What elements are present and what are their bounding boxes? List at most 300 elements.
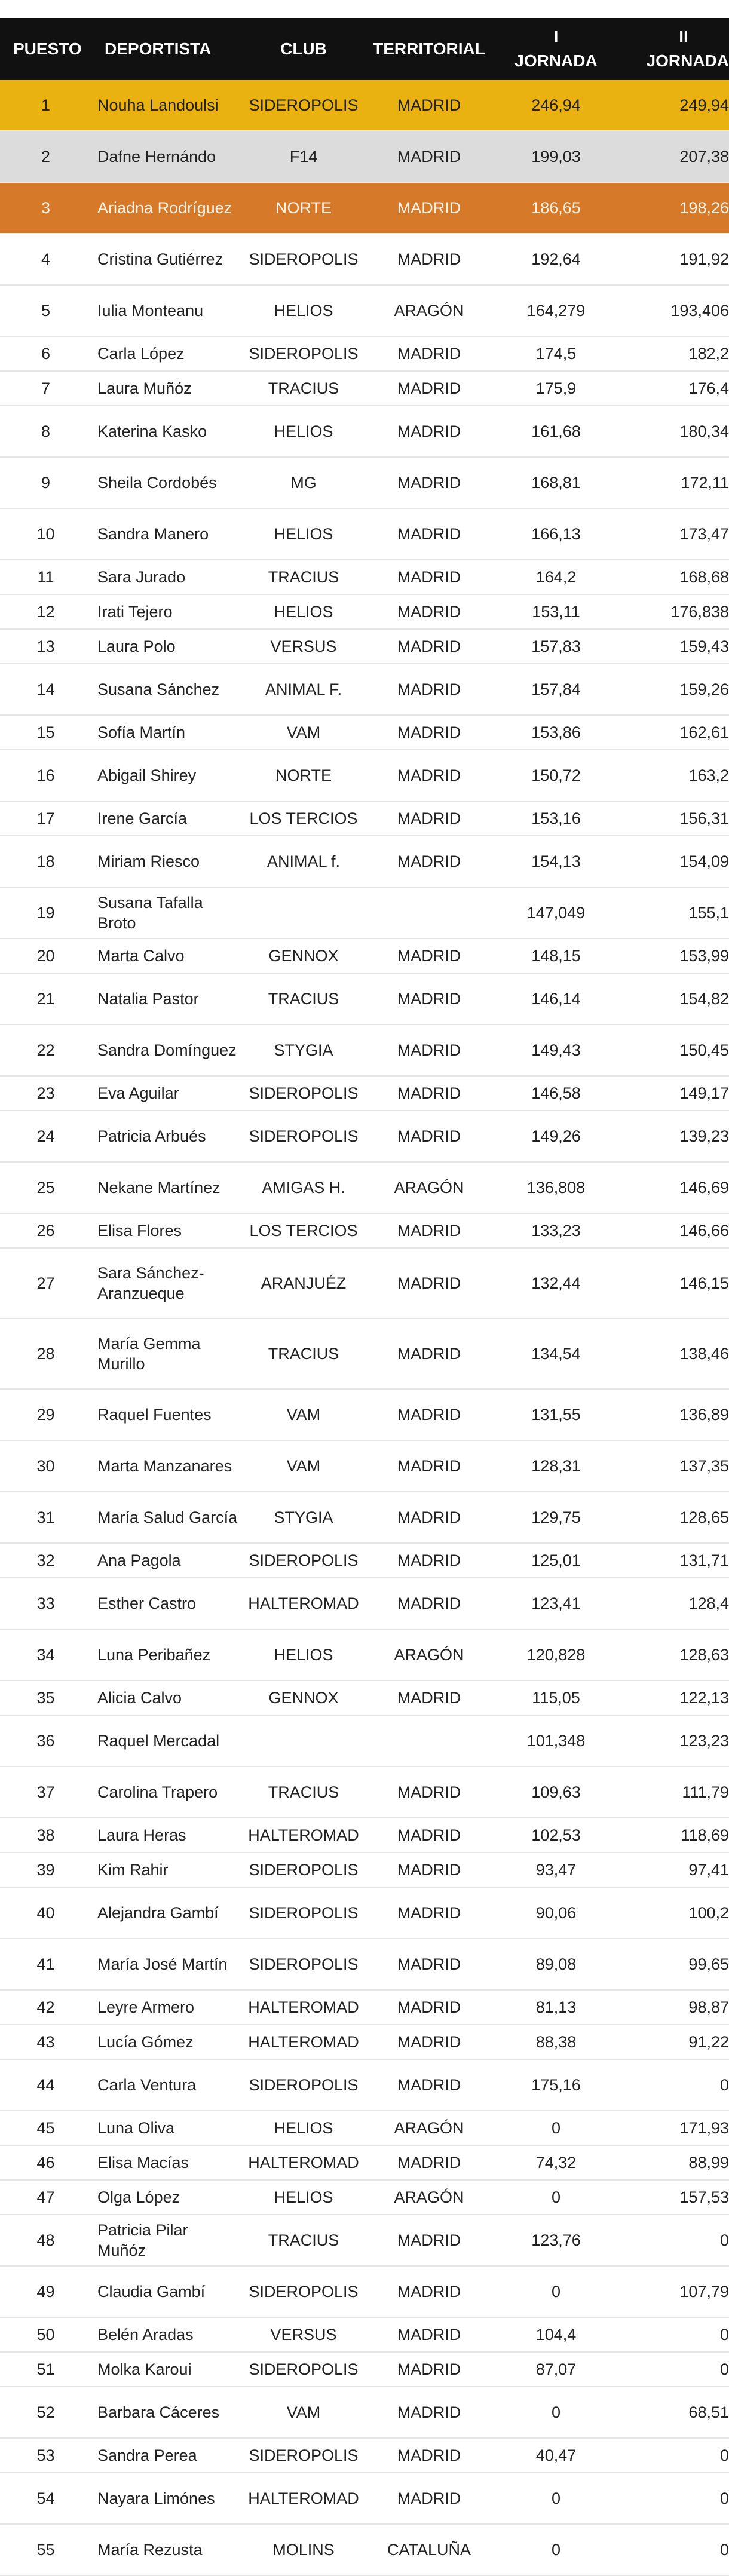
puesto-cell: 7	[0, 371, 91, 406]
table-row	[0, 2524, 729, 2575]
table-row	[0, 1715, 729, 1767]
territorial-cell: MADRID	[366, 2266, 492, 2317]
deportista-cell: María José Martín	[91, 1939, 241, 1990]
puesto-cell: 14	[0, 664, 91, 715]
jornada-1-cell: 133,23	[492, 1213, 620, 1248]
jornada-1-cell: 147,049	[492, 887, 620, 939]
jornada-1-cell: 129,75	[492, 1492, 620, 1543]
puesto-cell: 55	[0, 2524, 91, 2575]
jornada-2-cell: 193,406	[620, 285, 729, 336]
jornada-2-cell: 173,47	[620, 508, 729, 560]
puesto-cell: 37	[0, 1767, 91, 1818]
jornada-2-cell: 98,87	[620, 1990, 729, 2025]
table-row	[0, 1389, 729, 1440]
jornada-2-cell: 118,69	[620, 1818, 729, 1853]
puesto-cell: 2	[0, 131, 91, 182]
jornada-1-cell: 175,9	[492, 371, 620, 406]
club-cell: SIDEROPOLIS	[241, 2352, 366, 2387]
club-cell: HELIOS	[241, 406, 366, 457]
club-cell: SIDEROPOLIS	[241, 1076, 366, 1111]
deportista-cell: Luna Oliva	[91, 2111, 241, 2145]
club-cell: TRACIUS	[241, 1318, 366, 1389]
jornada-1-cell: 0	[492, 2111, 620, 2145]
table-row	[0, 131, 729, 182]
territorial-cell: MADRID	[366, 182, 492, 234]
jornada-1-cell: 125,01	[492, 1543, 620, 1578]
deportista-cell: Marta Calvo	[91, 939, 241, 973]
jornada-1-cell: 146,58	[492, 1076, 620, 1111]
jornada-2-cell: 159,43	[620, 629, 729, 664]
deportista-cell: Sandra Domínguez	[91, 1025, 241, 1076]
puesto-cell: 54	[0, 2473, 91, 2524]
puesto-cell: 49	[0, 2266, 91, 2317]
deportista-cell: Susana Sánchez	[91, 664, 241, 715]
deportista-cell: Barbara Cáceres	[91, 2387, 241, 2438]
territorial-cell: MADRID	[366, 2059, 492, 2111]
deportista-cell: Alicia Calvo	[91, 1680, 241, 1715]
puesto-cell: 38	[0, 1818, 91, 1853]
puesto-cell: 23	[0, 1076, 91, 1111]
club-cell: NORTE	[241, 182, 366, 234]
header-territorial: TERRITORIAL	[366, 18, 492, 80]
table-row	[0, 801, 729, 836]
puesto-cell: 21	[0, 973, 91, 1025]
table-row	[0, 1440, 729, 1492]
jornada-1-cell: 123,76	[492, 2215, 620, 2266]
jornada-2-cell: 97,41	[620, 1853, 729, 1887]
jornada-1-cell: 93,47	[492, 1853, 620, 1887]
jornada-2-cell: 153,99	[620, 939, 729, 973]
deportista-cell: Susana Tafalla Broto	[91, 887, 241, 939]
table-row	[0, 2215, 729, 2266]
territorial-cell: MADRID	[366, 2352, 492, 2387]
jornada-1-cell: 166,13	[492, 508, 620, 560]
jornada-2-cell: 0	[620, 2317, 729, 2352]
header-jornada-2-label: JORNADA	[646, 51, 729, 70]
jornada-1-cell: 148,15	[492, 939, 620, 973]
jornada-2-cell: 162,61	[620, 715, 729, 750]
table-row	[0, 594, 729, 629]
territorial-cell: MADRID	[366, 2145, 492, 2180]
jornada-2-cell: 68,51	[620, 2387, 729, 2438]
territorial-cell: MADRID	[366, 939, 492, 973]
jornada-2-cell: 149,17	[620, 1076, 729, 1111]
jornada-1-cell: 161,68	[492, 406, 620, 457]
jornada-2-cell: 154,82	[620, 973, 729, 1025]
table-row	[0, 1680, 729, 1715]
jornada-2-cell: 171,93	[620, 2111, 729, 2145]
club-cell: GENNOX	[241, 939, 366, 973]
jornada-1-cell: 109,63	[492, 1767, 620, 1818]
club-cell: VERSUS	[241, 629, 366, 664]
puesto-cell: 1	[0, 80, 91, 131]
puesto-cell: 25	[0, 1162, 91, 1213]
jornada-1-cell: 115,05	[492, 1680, 620, 1715]
table-row	[0, 1076, 729, 1111]
club-cell: F14	[241, 131, 366, 182]
territorial-cell: MADRID	[366, 406, 492, 457]
territorial-cell: MADRID	[366, 715, 492, 750]
deportista-cell: Elisa Flores	[91, 1213, 241, 1248]
territorial-cell: MADRID	[366, 2438, 492, 2473]
puesto-cell: 33	[0, 1578, 91, 1629]
header-jornada-2	[620, 18, 729, 80]
jornada-1-cell: 157,84	[492, 664, 620, 715]
puesto-cell: 47	[0, 2180, 91, 2215]
club-cell: HELIOS	[241, 285, 366, 336]
jornada-1-cell: 0	[492, 2266, 620, 2317]
club-cell: STYGIA	[241, 1492, 366, 1543]
territorial-cell: MADRID	[366, 2387, 492, 2438]
table-row	[0, 406, 729, 457]
puesto-cell: 45	[0, 2111, 91, 2145]
jornada-2-cell: 111,79	[620, 1767, 729, 1818]
jornada-2-cell: 163,2	[620, 750, 729, 801]
territorial-cell: MADRID	[366, 508, 492, 560]
deportista-cell: María Rezusta	[91, 2524, 241, 2575]
club-cell: SIDEROPOLIS	[241, 1853, 366, 1887]
jornada-2-cell: 168,68	[620, 560, 729, 594]
deportista-cell: Irati Tejero	[91, 594, 241, 629]
jornada-2-cell: 182,2	[620, 336, 729, 371]
header-club: CLUB	[241, 18, 366, 80]
territorial-cell: MADRID	[366, 560, 492, 594]
deportista-cell: Lucía Gómez	[91, 2025, 241, 2059]
header-jornada-1	[492, 18, 620, 80]
club-cell	[241, 887, 366, 939]
puesto-cell: 32	[0, 1543, 91, 1578]
territorial-cell: MADRID	[366, 131, 492, 182]
jornada-1-cell: 90,06	[492, 1887, 620, 1939]
jornada-2-cell: 136,89	[620, 1389, 729, 1440]
club-cell: SIDEROPOLIS	[241, 1543, 366, 1578]
jornada-2-cell: 138,46	[620, 1318, 729, 1389]
deportista-cell: Sara Jurado	[91, 560, 241, 594]
territorial-cell: ARAGÓN	[366, 2180, 492, 2215]
deportista-cell: Katerina Kasko	[91, 406, 241, 457]
jornada-2-cell: 156,31	[620, 801, 729, 836]
deportista-cell: Patricia Pilar Muñóz	[91, 2215, 241, 2266]
jornada-1-cell: 120,828	[492, 1629, 620, 1680]
territorial-cell: MADRID	[366, 1818, 492, 1853]
table-row	[0, 1543, 729, 1578]
puesto-cell: 3	[0, 182, 91, 234]
jornada-1-cell: 0	[492, 2524, 620, 2575]
club-cell: MG	[241, 457, 366, 508]
territorial-cell: MADRID	[366, 80, 492, 131]
deportista-cell: Sofía Martín	[91, 715, 241, 750]
ranking-table	[0, 18, 729, 2576]
header-jornada-1-label: JORNADA	[514, 51, 598, 70]
puesto-cell: 34	[0, 1629, 91, 1680]
deportista-cell: Molka Karoui	[91, 2352, 241, 2387]
deportista-cell: Natalia Pastor	[91, 973, 241, 1025]
territorial-cell	[366, 1715, 492, 1767]
territorial-cell: MADRID	[366, 750, 492, 801]
jornada-2-cell: 146,66	[620, 1213, 729, 1248]
deportista-cell: Nouha Landoulsi	[91, 80, 241, 131]
territorial-cell: MADRID	[366, 1990, 492, 2025]
club-cell: SIDEROPOLIS	[241, 2266, 366, 2317]
deportista-cell: Luna Peribañez	[91, 1629, 241, 1680]
table-row	[0, 1025, 729, 1076]
club-cell: HALTEROMAD	[241, 1578, 366, 1629]
club-cell: LOS TERCIOS	[241, 801, 366, 836]
table-row	[0, 508, 729, 560]
puesto-cell: 17	[0, 801, 91, 836]
club-cell: VERSUS	[241, 2317, 366, 2352]
club-cell: HELIOS	[241, 594, 366, 629]
territorial-cell: MADRID	[366, 664, 492, 715]
deportista-cell: Sandra Perea	[91, 2438, 241, 2473]
table-row	[0, 1111, 729, 1162]
deportista-cell: Iulia Monteanu	[91, 285, 241, 336]
jornada-1-cell: 101,348	[492, 1715, 620, 1767]
territorial-cell: MADRID	[366, 973, 492, 1025]
jornada-2-cell: 131,71	[620, 1543, 729, 1578]
jornada-2-cell: 191,92	[620, 234, 729, 285]
club-cell: HALTEROMAD	[241, 2145, 366, 2180]
club-cell: SIDEROPOLIS	[241, 336, 366, 371]
jornada-1-cell: 40,47	[492, 2438, 620, 2473]
table-row	[0, 2180, 729, 2215]
deportista-cell: Carla López	[91, 336, 241, 371]
jornada-1-cell: 81,13	[492, 1990, 620, 2025]
table-row	[0, 2438, 729, 2473]
jornada-2-cell: 176,838	[620, 594, 729, 629]
club-cell: SIDEROPOLIS	[241, 234, 366, 285]
territorial-cell: MADRID	[366, 2473, 492, 2524]
jornada-2-cell: 146,69	[620, 1162, 729, 1213]
table-row	[0, 1939, 729, 1990]
jornada-2-cell: 139,23	[620, 1111, 729, 1162]
jornada-2-cell: 154,09	[620, 836, 729, 887]
table-row	[0, 457, 729, 508]
table-row	[0, 1629, 729, 1680]
deportista-cell: Belén Aradas	[91, 2317, 241, 2352]
header-deportista: DEPORTISTA	[91, 18, 241, 80]
jornada-1-cell: 102,53	[492, 1818, 620, 1853]
puesto-cell: 19	[0, 887, 91, 939]
jornada-2-cell: 0	[620, 2473, 729, 2524]
territorial-cell: MADRID	[366, 1492, 492, 1543]
club-cell: GENNOX	[241, 1680, 366, 1715]
deportista-cell: Esther Castro	[91, 1578, 241, 1629]
puesto-cell: 26	[0, 1213, 91, 1248]
jornada-2-cell: 180,34	[620, 406, 729, 457]
table-row	[0, 750, 729, 801]
jornada-1-cell: 168,81	[492, 457, 620, 508]
club-cell: HALTEROMAD	[241, 1990, 366, 2025]
jornada-2-cell: 249,94	[620, 80, 729, 131]
jornada-2-cell: 0	[620, 2438, 729, 2473]
jornada-1-cell: 164,2	[492, 560, 620, 594]
jornada-2-cell: 91,22	[620, 2025, 729, 2059]
jornada-1-cell: 154,13	[492, 836, 620, 887]
puesto-cell: 42	[0, 1990, 91, 2025]
jornada-2-cell: 100,2	[620, 1887, 729, 1939]
club-cell: TRACIUS	[241, 973, 366, 1025]
jornada-1-cell: 89,08	[492, 1939, 620, 1990]
jornada-1-cell: 175,16	[492, 2059, 620, 2111]
puesto-cell: 13	[0, 629, 91, 664]
deportista-cell: Leyre Armero	[91, 1990, 241, 2025]
jornada-1-cell: 136,808	[492, 1162, 620, 1213]
club-cell: SIDEROPOLIS	[241, 2438, 366, 2473]
territorial-cell: MADRID	[366, 1440, 492, 1492]
territorial-cell: MADRID	[366, 1578, 492, 1629]
deportista-cell: Laura Heras	[91, 1818, 241, 1853]
club-cell: SIDEROPOLIS	[241, 1111, 366, 1162]
puesto-cell: 18	[0, 836, 91, 887]
puesto-cell: 52	[0, 2387, 91, 2438]
jornada-2-cell: 88,99	[620, 2145, 729, 2180]
deportista-cell: Irene García	[91, 801, 241, 836]
territorial-cell: ARAGÓN	[366, 1629, 492, 1680]
header-puesto: PUESTO	[0, 18, 91, 80]
deportista-cell: Sara Sánchez-Aranzueque	[91, 1248, 241, 1318]
puesto-cell: 11	[0, 560, 91, 594]
table-row	[0, 371, 729, 406]
deportista-cell: Eva Aguilar	[91, 1076, 241, 1111]
jornada-1-cell: 123,41	[492, 1578, 620, 1629]
table-body	[0, 80, 729, 2575]
club-cell: ANIMAL f.	[241, 836, 366, 887]
jornada-1-cell: 157,83	[492, 629, 620, 664]
jornada-2-cell: 150,45	[620, 1025, 729, 1076]
jornada-2-cell: 157,53	[620, 2180, 729, 2215]
club-cell: NORTE	[241, 750, 366, 801]
club-cell: ARANJUÉZ	[241, 1248, 366, 1318]
jornada-1-cell: 150,72	[492, 750, 620, 801]
deportista-cell: Marta Manzanares	[91, 1440, 241, 1492]
territorial-cell: MADRID	[366, 801, 492, 836]
table-row	[0, 836, 729, 887]
jornada-2-cell: 207,38	[620, 131, 729, 182]
table-row	[0, 1578, 729, 1629]
jornada-2-cell: 172,11	[620, 457, 729, 508]
puesto-cell: 50	[0, 2317, 91, 2352]
deportista-cell: Miriam Riesco	[91, 836, 241, 887]
table-row	[0, 939, 729, 973]
club-cell: HELIOS	[241, 508, 366, 560]
club-cell: LOS TERCIOS	[241, 1213, 366, 1248]
table-row	[0, 2473, 729, 2524]
jornada-2-cell: 146,15	[620, 1248, 729, 1318]
puesto-cell: 44	[0, 2059, 91, 2111]
club-cell: AMIGAS H.	[241, 1162, 366, 1213]
club-cell: HALTEROMAD	[241, 2025, 366, 2059]
jornada-2-cell: 198,26	[620, 182, 729, 234]
jornada-1-cell: 199,03	[492, 131, 620, 182]
club-cell: HELIOS	[241, 2180, 366, 2215]
table-row	[0, 1162, 729, 1213]
table-row	[0, 336, 729, 371]
table-row	[0, 2025, 729, 2059]
jornada-2-cell: 159,26	[620, 664, 729, 715]
territorial-cell: MADRID	[366, 1025, 492, 1076]
territorial-cell: MADRID	[366, 1076, 492, 1111]
club-cell: VAM	[241, 1440, 366, 1492]
puesto-cell: 5	[0, 285, 91, 336]
territorial-cell: MADRID	[366, 1939, 492, 1990]
territorial-cell	[366, 887, 492, 939]
club-cell: VAM	[241, 1389, 366, 1440]
puesto-cell: 39	[0, 1853, 91, 1887]
deportista-cell: Kim Rahir	[91, 1853, 241, 1887]
jornada-2-cell: 176,4	[620, 371, 729, 406]
jornada-2-cell: 0	[620, 2524, 729, 2575]
header-jornada-2-number: II	[679, 27, 688, 46]
table-row	[0, 1248, 729, 1318]
table-header	[0, 18, 729, 80]
club-cell: TRACIUS	[241, 1767, 366, 1818]
puesto-cell: 41	[0, 1939, 91, 1990]
table-row	[0, 560, 729, 594]
puesto-cell: 40	[0, 1887, 91, 1939]
territorial-cell: MADRID	[366, 1111, 492, 1162]
club-cell: SIDEROPOLIS	[241, 1887, 366, 1939]
deportista-cell: Nekane Martínez	[91, 1162, 241, 1213]
table-row	[0, 1318, 729, 1389]
table-row	[0, 2111, 729, 2145]
deportista-cell: Sheila Cordobés	[91, 457, 241, 508]
table-row	[0, 2352, 729, 2387]
territorial-cell: MADRID	[366, 2025, 492, 2059]
puesto-cell: 31	[0, 1492, 91, 1543]
club-cell: SIDEROPOLIS	[241, 1939, 366, 1990]
jornada-2-cell: 0	[620, 2352, 729, 2387]
table-row	[0, 887, 729, 939]
jornada-2-cell: 107,79	[620, 2266, 729, 2317]
deportista-cell: Laura Polo	[91, 629, 241, 664]
table-row	[0, 234, 729, 285]
jornada-1-cell: 174,5	[492, 336, 620, 371]
jornada-2-cell: 128,4	[620, 1578, 729, 1629]
territorial-cell: MADRID	[366, 1389, 492, 1440]
deportista-cell: Patricia Arbués	[91, 1111, 241, 1162]
deportista-cell: Elisa Macías	[91, 2145, 241, 2180]
puesto-cell: 53	[0, 2438, 91, 2473]
table-row	[0, 973, 729, 1025]
puesto-cell: 51	[0, 2352, 91, 2387]
territorial-cell: MADRID	[366, 1248, 492, 1318]
territorial-cell: MADRID	[366, 594, 492, 629]
puesto-cell: 6	[0, 336, 91, 371]
territorial-cell: ARAGÓN	[366, 2111, 492, 2145]
puesto-cell: 22	[0, 1025, 91, 1076]
club-cell	[241, 1715, 366, 1767]
puesto-cell: 43	[0, 2025, 91, 2059]
puesto-cell: 46	[0, 2145, 91, 2180]
club-cell: HALTEROMAD	[241, 1818, 366, 1853]
jornada-2-cell: 155,1	[620, 887, 729, 939]
territorial-cell: ARAGÓN	[366, 1162, 492, 1213]
jornada-1-cell: 88,38	[492, 2025, 620, 2059]
jornada-1-cell: 0	[492, 2387, 620, 2438]
deportista-cell: Sandra Manero	[91, 508, 241, 560]
table-row	[0, 2059, 729, 2111]
deportista-cell: Alejandra Gambí	[91, 1887, 241, 1939]
territorial-cell: MADRID	[366, 1853, 492, 1887]
jornada-2-cell: 137,35	[620, 1440, 729, 1492]
jornada-1-cell: 0	[492, 2473, 620, 2524]
deportista-cell: Laura Muñóz	[91, 371, 241, 406]
deportista-cell: Raquel Fuentes	[91, 1389, 241, 1440]
jornada-1-cell: 164,279	[492, 285, 620, 336]
table-row	[0, 80, 729, 131]
territorial-cell: MADRID	[366, 1767, 492, 1818]
